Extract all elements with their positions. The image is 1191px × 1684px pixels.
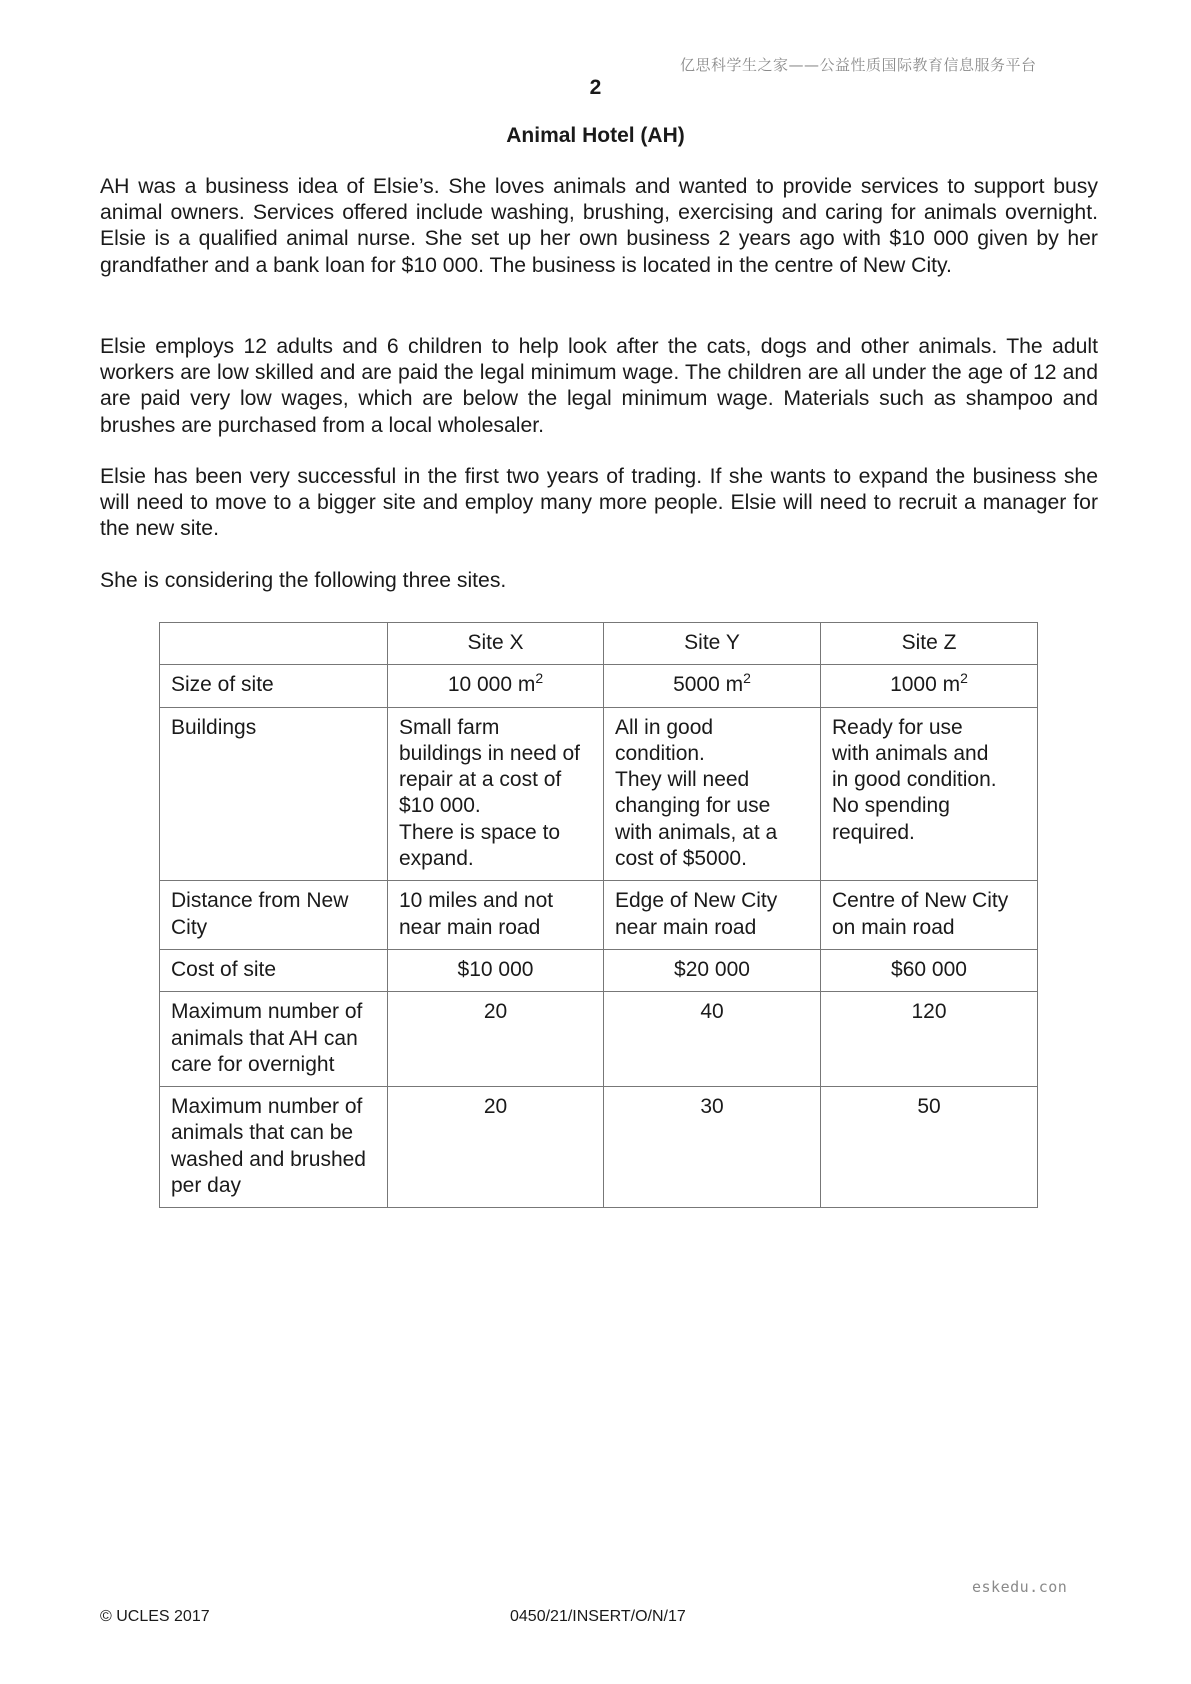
overnight-site-z: 120 (821, 992, 1038, 1087)
employees-paragraph: Elsie employs 12 adults and 6 children to help look after the cats, dogs and other animals. The adult workers are low skilled and are paid the legal minimum wage. The children are all under the age of 12 and are paid very low wages, which are below the legal minimum wage. Materials such as shampoo and brushes are purchased from a local wholesaler. (100, 335, 1098, 437)
row-label-overnight: Maximum number of animals that AH can care for overnight (160, 992, 388, 1087)
table-header-site-y: Site Y (604, 623, 821, 665)
table-header-row (160, 623, 1038, 665)
table-row-washed (160, 1087, 1038, 1208)
size-value: 5000 m (673, 673, 744, 697)
buildings-site-x: Small farm buildings in need of repair at a cost of $10 000. There is space to expand. (388, 707, 604, 881)
cost-site-z: $60 000 (821, 949, 1038, 991)
page-title: Animal Hotel (AH) (506, 124, 685, 147)
washed-site-x: 20 (388, 1087, 604, 1208)
washed-site-z: 50 (821, 1087, 1038, 1208)
table-row-overnight (160, 992, 1038, 1087)
row-label-buildings: Buildings (160, 707, 388, 881)
size-site-x (388, 665, 604, 707)
unit-exponent: 2 (960, 670, 968, 687)
sites-table (159, 622, 1038, 1208)
footer-copyright: © UCLES 2017 (100, 1608, 210, 1625)
table-row-distance (160, 881, 1038, 950)
intro-paragraph: AH was a business idea of Elsie’s. She loves animals and wanted to provide services to support busy animal owners. Services offered include washing, brushing, exercising and caring for animals overnight. Elsie is a qualified animal nurse. She set up her own business 2 years ago with $10 000 given by her grandfather and a bank loan for $10 000. The business is located in the centre of New City. (100, 175, 1098, 277)
table-row-size (160, 665, 1038, 707)
overnight-site-x: 20 (388, 992, 604, 1087)
buildings-site-y: All in good condition. They will need changing for use with animals, at a cost of $5000. (604, 707, 821, 881)
size-site-y (604, 665, 821, 707)
footer-watermark: eskedu.con (972, 1578, 1068, 1596)
size-value: 10 000 m (447, 673, 536, 697)
cost-site-y: $20 000 (604, 949, 821, 991)
page-number: 2 (589, 76, 602, 99)
table-row-buildings (160, 707, 1038, 881)
size-site-z (821, 665, 1038, 707)
unit-exponent: 2 (535, 670, 544, 687)
sites-intro-paragraph: She is considering the following three sites. (100, 569, 507, 592)
table-header-site-z: Site Z (821, 623, 1038, 665)
header-watermark: 亿思科学生之家——公益性质国际教育信息服务平台 (680, 56, 1037, 74)
distance-site-z: Centre of New City on main road (821, 881, 1038, 950)
unit-exponent: 2 (743, 670, 751, 687)
table-header-site-x: Site X (388, 623, 604, 665)
row-label-size: Size of site (160, 665, 388, 707)
table-row-cost (160, 949, 1038, 991)
row-label-washed: Maximum number of animals that can be washed and brushed per day (160, 1087, 388, 1208)
buildings-site-z: Ready for use with animals and in good condition. No spending required. (821, 707, 1038, 881)
size-value: 1000 m (890, 673, 961, 697)
footer-paper-code: 0450/21/INSERT/O/N/17 (510, 1608, 686, 1625)
overnight-site-y: 40 (604, 992, 821, 1087)
distance-site-y: Edge of New City near main road (604, 881, 821, 950)
row-label-cost: Cost of site (160, 949, 388, 991)
row-label-distance: Distance from New City (160, 881, 388, 950)
expansion-paragraph: Elsie has been very successful in the first two years of trading. If she wants to expand the business she will need to move to a bigger site and employ many more people. Elsie will need to recruit a manager for the new site. (100, 465, 1098, 541)
table-header-empty (160, 623, 388, 665)
washed-site-y: 30 (604, 1087, 821, 1208)
cost-site-x: $10 000 (388, 949, 604, 991)
distance-site-x: 10 miles and not near main road (388, 881, 604, 950)
